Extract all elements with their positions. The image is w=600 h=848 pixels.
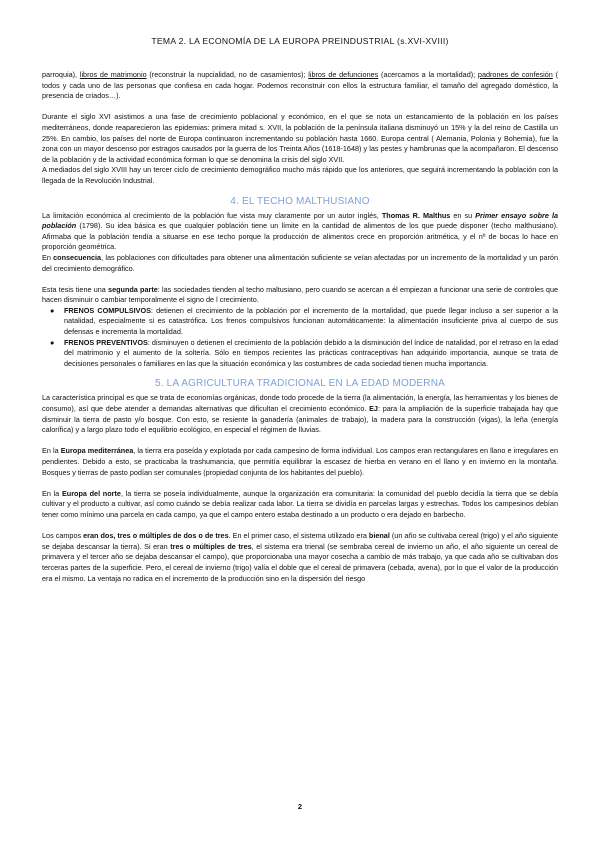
- text-run: La característica principal es que se trata de economías orgánicas, donde todo procede de la tierra (la alimentación, la energía, las herramientas y los bienes de consumo), así que debe atender a demandas alternativas que dificultan el crecimiento económico.: [42, 393, 558, 414]
- text-run: , la tierra era poseída y explotada por cada campesino de forma individual. Los campos eran rectangulares en llano e irregulares en pendientes. Debido a esto, se practicaba la trashumancia, que permitía equilibrar la escasez de hierba en verano en el llano y en invierno en la montaña. Bosques y tierras de pasto podían ser comunales (propiedad conjunta de los habitantes del pueblo).: [42, 446, 558, 477]
- bold-term: FRENOS COMPULSIVOS: [64, 305, 151, 315]
- bullet-dot-icon: ●: [50, 305, 55, 315]
- text-run: : las sociedades tienden al techo maltusiano, pero cuando se acercan a él empiezan a funcionar una serie de controles que hacen disminuir o cambiar temporalmente el signo de l crecimiento.: [42, 284, 559, 305]
- text-run: Los campos: [42, 531, 84, 541]
- bold-term: tres o múltiples de tres: [170, 541, 252, 551]
- bold-term: FRENOS PREVENTIVOS: [64, 337, 148, 347]
- text-run: . En el primer caso, el sistema utilizado era: [228, 531, 369, 541]
- text-run: : disminuyen o detienen el crecimiento de la población debido a la disminución del índice de natalidad, por el retraso en la edad del matrimonio y el aumento de la soltería. Sólo en tiempos recientes las prácticas contraceptivas han adquirido importancia, aunque se trata de decisiones personales o familiares en las que la situación económica y las costumbres de cada sociedad tienen mucha importancia.: [64, 337, 558, 368]
- bullet-frenos-compulsivos: [42, 306, 558, 338]
- text-run: (1798). Su idea básica es que cualquier población tiene un límite en la cantidad de alimentos de los que puede disponer (techo malthusiano). Afirmaba que la población tendía a situarse en ese techo porque la producción de alimentos crece en proporción aritmética, y el nº de bocas lo hace en proporción geométrica.: [42, 221, 558, 252]
- bold-term: segunda parte: [108, 284, 158, 294]
- bold-term: Europa mediterránea: [60, 446, 134, 456]
- page-content: [42, 70, 558, 584]
- page-header: TEMA 2. LA ECONOMÍA DE LA EUROPA PREINDUSTRIAL (s.XVI-XVIII): [151, 36, 449, 46]
- text-run: Esta tesis tiene una: [42, 284, 109, 294]
- intro-paragraph-2: Durante el siglo XVI asistimos a una fase de crecimiento poblacional y económico, en el que se nota un estancamiento de la población en los países mediterráneos, donde reaparecieron las epidemias: primera mitad s. XVII, la población de la península italiana disminuyó un 15% y la del reino de Castilla un 25%. En cambio, los países del norte de Europa continuaron incrementando su población hasta 1660. Europa central ( Alemania, Polonia y Bohemia), fue la zona con un mayor descenso por estragos causados por la guerra de los Treinta Años (1618-1648) y las pestes y hambrunas que la acompañaron. El descenso de la población y de la actividad económica forman lo que se denomina la crisis del siglo XVII.: [42, 112, 558, 164]
- text-run: : detienen el crecimiento de la población por el incremento de la mortalidad, que puede llegar incluso a ser superior a la natalidad, especialmente si es catastrófica. Los frenos compulsivos funcionan automáticamente: la alimentación insuficiente priva al cuerpo de sus defensas e incrementa la mortalidad.: [64, 305, 558, 337]
- bold-term: consecuencia: [53, 252, 102, 262]
- text-run: En: [42, 252, 54, 262]
- section-4-title: 4. EL TECHO MALTHUSIANO: [230, 195, 370, 207]
- bold-term: eran dos, tres o múltiples de dos o de tres: [83, 531, 229, 541]
- term-padrones-confesion: padrones de confesión: [477, 70, 553, 79]
- text-run: En la: [42, 446, 61, 456]
- bullet-dot-icon: ●: [50, 337, 55, 347]
- text-run: ( todos y cada uno de las personas que confiesa en cada hogar. Podemos reconstruir con ellos la estructura familiar, el tamaño del agregado doméstico, la presencia de criados…).: [42, 70, 558, 101]
- text-run: (un año se cultivaba cereal (trigo) y el año siguiente se dejaba descansar la tierra). Si eran: [42, 531, 558, 551]
- page-number: 2: [297, 802, 303, 811]
- section-4-paragraph-3: [42, 285, 558, 306]
- bold-term: bienal: [368, 531, 390, 541]
- term-libros-defunciones: libros de defunciones: [308, 70, 379, 79]
- text-run: en su: [450, 210, 476, 220]
- author-name: Thomas R. Malthus: [381, 210, 451, 220]
- section-5-title: 5. LA AGRICULTURA TRADICIONAL EN LA EDAD MODERNA: [154, 378, 446, 390]
- text-run: (reconstruir la nupcialidad, no de casamientos);: [146, 70, 309, 79]
- section-5-paragraph-4: [42, 531, 558, 584]
- section-5-paragraph-1: [42, 393, 558, 435]
- text-run: , el sistema era trienal (se sembraba cereal de invierno un año, el año siguiente un cereal de primavera y el tercer año se dejaba descansar el campo), que proporcionaba una mayor cosecha a cambio de más trabajo, ya que cada año se cultivaban dos terceras partes de la superficie. Pero, el cereal de invierno (trigo) valía el doble que el cereal de primavera (cebada, avena), por lo que el valor de la producción era el mismo. La ventaja no radica en el incremento de la producción sino en la dispersión del riesgo: [42, 541, 558, 583]
- text-run: : para la ampliación de la superficie trabajada hay que disminuir la tierra de pasto y/o bosque. Con esto, se resiente la ganadería (animales de trabajo), la madera para la construcción (vigas), la leña (energía calorífica) y a largo plazo todo el equilibrio ecológico, en especial el régimen de lluvias.: [42, 404, 558, 435]
- text-run: , las poblaciones con dificultades para obtener una alimentación suficiente se veían afectadas por un incremento de la mortalidad y un parón del crecimiento demográfico.: [42, 252, 558, 273]
- term-libros-matrimonio: libros de matrimonio: [79, 70, 147, 79]
- bullet-frenos-preventivos: [42, 338, 558, 370]
- section-5-paragraph-3: [42, 489, 558, 521]
- work-title: Primer ensayo sobre la población: [42, 210, 558, 231]
- section-4-paragraph-2: [42, 253, 558, 274]
- text-run: En la: [42, 488, 62, 498]
- text-run: (acercamos a la mortalidad);: [378, 70, 478, 79]
- bold-term: EJ: [369, 404, 378, 414]
- text-run: parroquia),: [42, 70, 80, 79]
- text-run: La limitación económica al crecimiento de la población fue vista muy claramente por un autor inglés,: [42, 210, 382, 220]
- section-4-paragraph-1: [42, 211, 558, 253]
- section-5-paragraph-2: [42, 446, 558, 478]
- intro-paragraph-3: A mediados del siglo XVIII hay un tercer ciclo de crecimiento demográfico mucho más rápido que los anteriores, que seguirá incrementando la población con la llegada de la Revolución Industrial.: [42, 165, 558, 185]
- text-run: , la tierra se poseía individualmente, aunque la organización era comunitaria: la comunidad del pueblo decidía la tierra que se debía cultivar y el producto a cultivar, así como cuándo se debía realizar cada labor. La tierra se dividía en parcelas largas y estrechas. Todos los campesinos debían tener como mínimo una parcela en cada campo, ya que el campo entero estaba destinado a un producto o era dejado en barbecho.: [42, 488, 559, 519]
- bold-term: Europa del norte: [61, 488, 121, 498]
- intro-paragraph-1: [42, 70, 558, 102]
